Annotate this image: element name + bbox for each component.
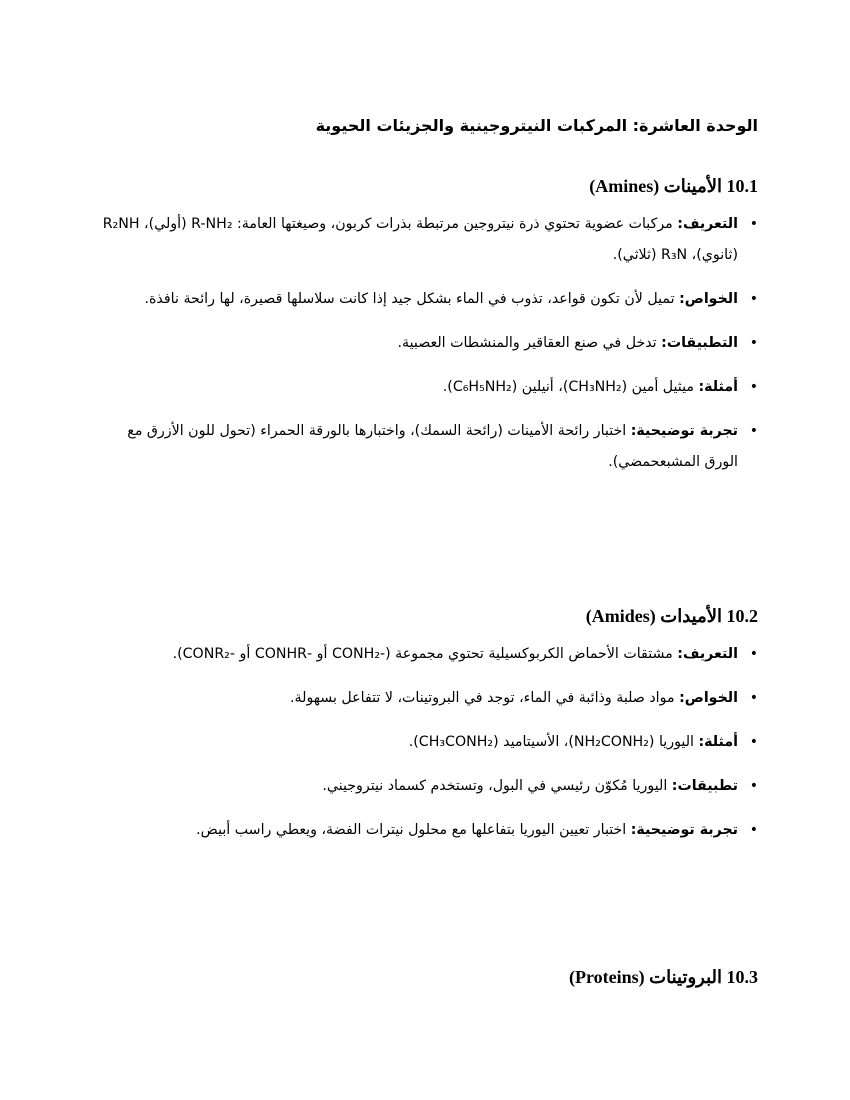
item-term: التعريف: bbox=[677, 216, 738, 232]
item-text: تدخل في صنع العقاقير والمنشطات العصبية. bbox=[397, 335, 662, 351]
list-item bbox=[98, 771, 758, 802]
section-amines bbox=[98, 176, 758, 491]
section-heading: 10.2 الأميدات (Amides) bbox=[585, 606, 758, 626]
item-term: التعريف: bbox=[677, 646, 738, 662]
section-heading: 10.1 الأمينات (Amines) bbox=[589, 176, 758, 196]
item-text: اختبار رائحة الأمينات (رائحة السمك)، واختبارها بالورقة الحمراء (تحول للون الأزرق مع الورق المشبعحمضي). bbox=[127, 423, 738, 470]
list-item bbox=[98, 683, 758, 714]
list-item bbox=[98, 416, 758, 478]
item-term: التطبيقات: bbox=[661, 335, 738, 351]
item-term: الخواص: bbox=[679, 291, 738, 307]
section-heading: 10.3 البروتينات (Proteins) bbox=[568, 967, 758, 987]
item-text: مواد صلبة وذائبة في الماء، توجد في البروتينات، لا تتفاعل بسهولة. bbox=[290, 690, 680, 706]
item-text: اليوريا (NH₂CONH₂)، الأسيتاميد (CH₃CONH₂). bbox=[408, 734, 699, 750]
item-text: تميل لأن تكون قواعد، تذوب في الماء بشكل جيد إذا كانت سلاسلها قصيرة، لها رائحة نافذة. bbox=[144, 291, 680, 307]
item-term: تجربة توضيحية: bbox=[630, 822, 738, 838]
list-item bbox=[98, 284, 758, 315]
bullet-list bbox=[98, 639, 758, 846]
item-text: اليوريا مُكوّن رئيسي في البول، وتستخدم كسماد نيتروجيني. bbox=[322, 778, 672, 794]
unit-title: الوحدة العاشرة: المركبات النيتروجينية والجزيئات الحيوية bbox=[315, 116, 758, 135]
list-item bbox=[98, 328, 758, 359]
item-term: أمثلة: bbox=[698, 734, 738, 750]
item-term: تطبيقات: bbox=[671, 778, 738, 794]
section-amides bbox=[98, 606, 758, 859]
section-proteins bbox=[98, 967, 758, 1000]
list-item bbox=[98, 815, 758, 846]
bullet-list bbox=[98, 209, 758, 478]
item-text: اختبار تعيين اليوريا بتفاعلها مع محلول نيترات الفضة، ويعطي راسب أبيض. bbox=[196, 822, 631, 838]
item-term: الخواص: bbox=[679, 690, 738, 706]
item-term: تجربة توضيحية: bbox=[630, 423, 738, 439]
item-text: مشتقات الأحماض الكربوكسيلية تحتوي مجموعة (-CONH₂ أو -CONHR أو -CONR₂). bbox=[172, 646, 678, 662]
item-text: مركبات عضوية تحتوي ذرة نيتروجين مرتبطة بذرات كربون، وصيغتها العامة: R-NH₂ (أولي)، R₂NH (ثانوي)، R₃N (ثلاثي). bbox=[102, 216, 738, 263]
item-text: ميثيل أمين (CH₃NH₂)، أنيلين (C₆H₅NH₂). bbox=[442, 379, 699, 395]
list-item bbox=[98, 209, 758, 271]
list-item bbox=[98, 372, 758, 403]
list-item bbox=[98, 639, 758, 670]
list-item bbox=[98, 727, 758, 758]
item-term: أمثلة: bbox=[698, 379, 738, 395]
